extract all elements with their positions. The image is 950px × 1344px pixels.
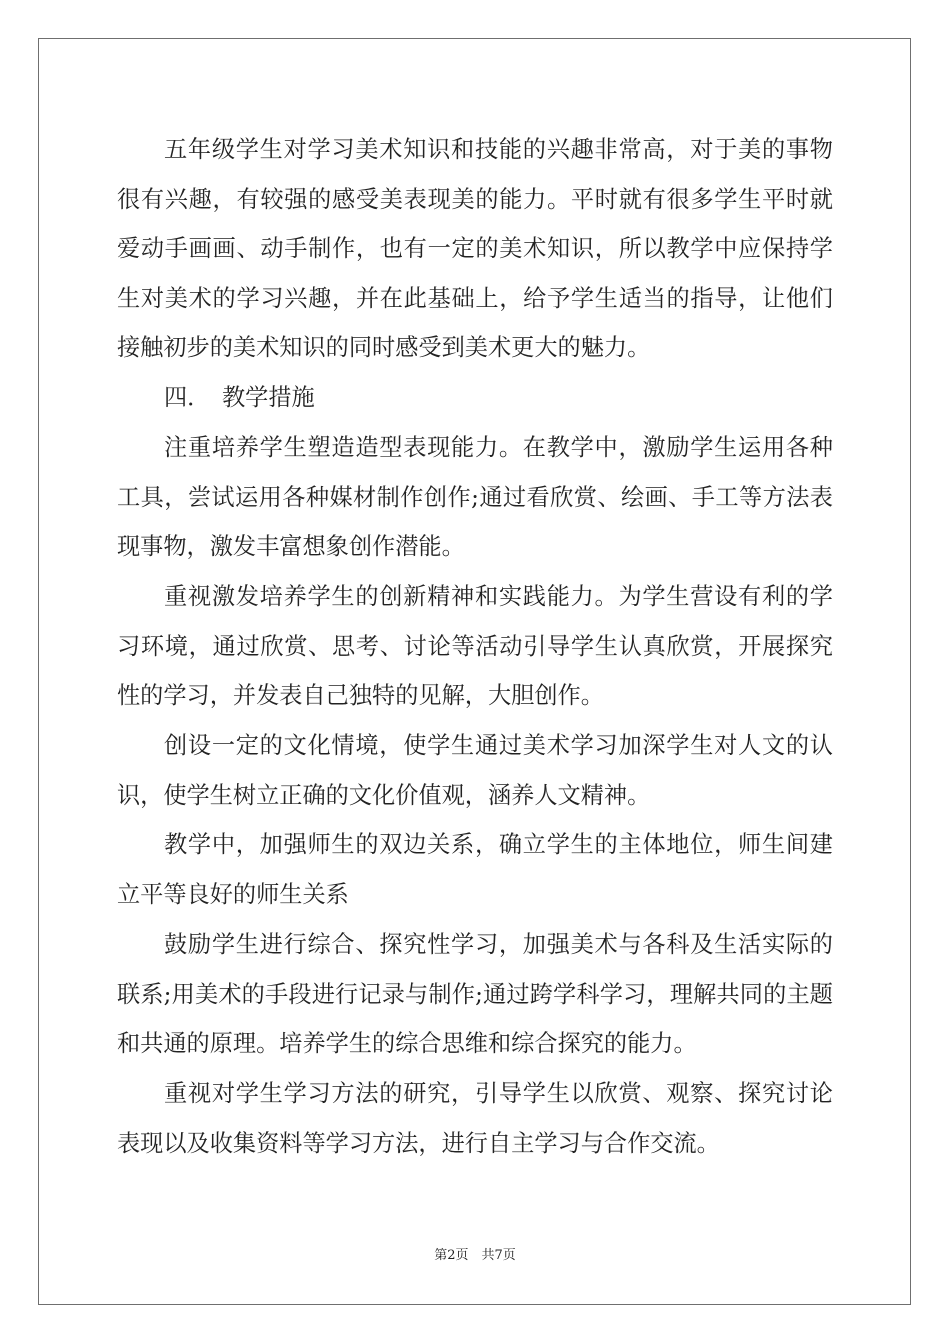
page-number-footer: 第2页 共7页 (434, 1248, 516, 1263)
paragraph-measure-6: 重视对学生学习方法的研究，引导学生以欣赏、观察、探究讨论表现以及收集资料等学习方法，进行自主学习与合作交流。 (117, 1080, 833, 1157)
paragraph-measure-3: 创设一定的文化情境，使学生通过美术学习加深学生对人文的认识，使学生树立正确的文化价值观，涵养人文精神。 (117, 732, 833, 809)
paragraph-measure-1: 注重培养学生塑造造型表现能力。在教学中，激励学生运用各种工具，尝试运用各种媒材制作创作;通过看欣赏、绘画、手工等方法表现事物，激发丰富想象创作潜能。 (117, 434, 833, 561)
paragraph-measure-5: 鼓励学生进行综合、探究性学习，加强美术与各科及生活实际的联系;用美术的手段进行记录与制作;通过跨学科学习，理解共同的主题和共通的原理。培养学生的综合思维和综合探究的能力。 (117, 931, 833, 1058)
paragraph-measure-4: 教学中，加强师生的双边关系，确立学生的主体地位，师生间建立平等良好的师生关系 (117, 831, 833, 908)
paragraph-student-analysis: 五年级学生对学习美术知识和技能的兴趣非常高，对于美的事物很有兴趣，有较强的感受美表现美的能力。平时就有很多学生平时就爱动手画画、动手制作，也有一定的美术知识，所以教学中应保持学生对美术的学习兴趣，并在此基础上，给予学生适当的指导，让他们接触初步的美术知识的同时感受到美术更大的魅力。 (117, 136, 833, 362)
paragraph-measure-2: 重视激发培养学生的创新精神和实践能力。为学生营设有利的学习环境，通过欣赏、思考、讨论等活动引导学生认真欣赏，开展探究性的学习，并发表自己独特的见解，大胆创作。 (117, 583, 833, 710)
section-heading-teaching-measures: 四． 教学措施 (164, 384, 315, 411)
